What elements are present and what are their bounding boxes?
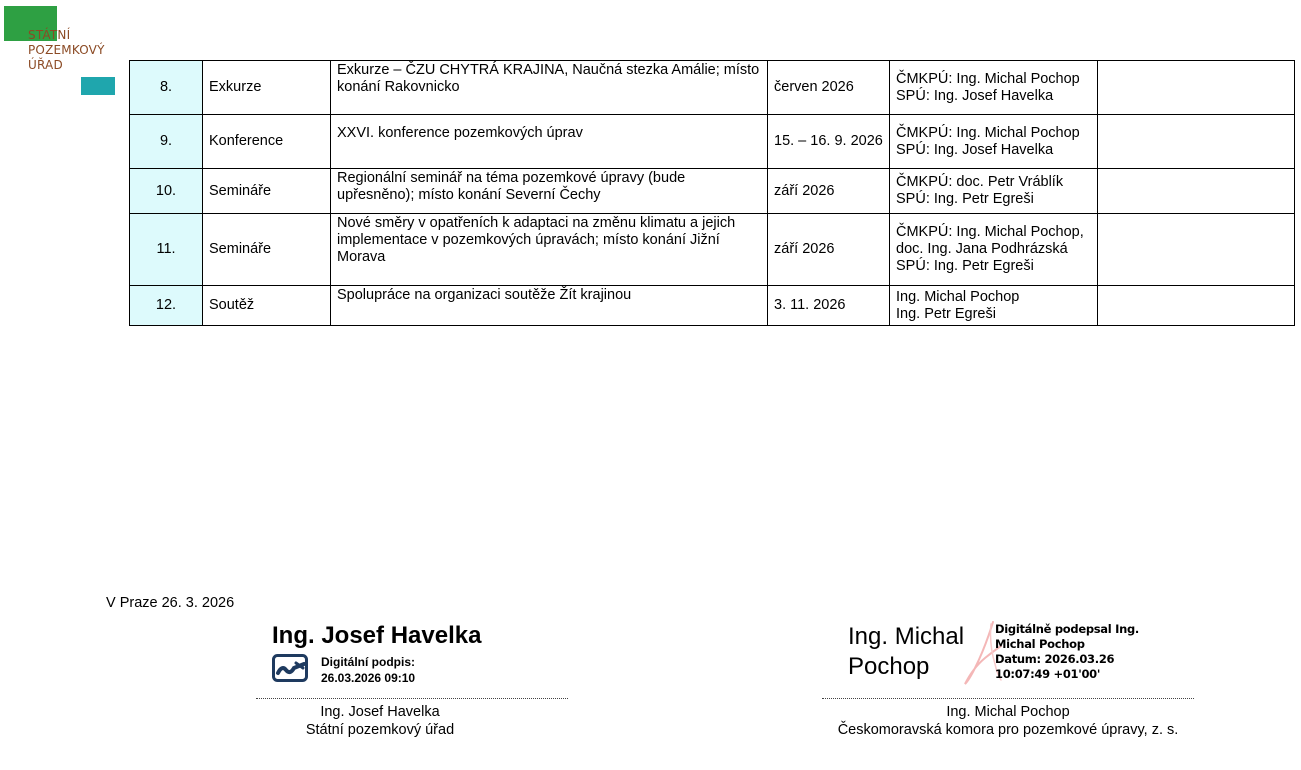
event-type: Semináře xyxy=(203,214,331,286)
row-number: 11. xyxy=(130,214,203,286)
event-responsible xyxy=(890,61,1098,115)
table-row xyxy=(130,61,1295,115)
event-note xyxy=(1098,214,1295,286)
signer-caption-right xyxy=(790,703,1226,739)
event-type: Exkurze xyxy=(203,61,331,115)
responsible-line: ČMKPÚ: doc. Petr Vráblík xyxy=(896,174,1064,190)
events-table xyxy=(129,60,1295,326)
event-description: Regionální seminář na téma pozemkové úpravy (bude upřesněno); místo konání Severní Čechy xyxy=(331,169,768,214)
signature-detail-line: Michal Pochop xyxy=(995,637,1085,651)
event-type: Soutěž xyxy=(203,286,331,326)
event-date: září 2026 xyxy=(768,169,890,214)
event-description: Nové směry v opatřeních k adaptaci na změnu klimatu a jejich implementace v pozemkových úpravách; místo konání Jižní Morava xyxy=(331,214,768,286)
responsible-line: ČMKPÚ: Ing. Michal Pochop xyxy=(896,124,1080,141)
signature-label: Digitální podpis: xyxy=(321,655,415,669)
event-type: Konference xyxy=(203,115,331,169)
table-row xyxy=(130,169,1295,214)
responsible-line: ČMKPÚ: Ing. Michal Pochop, doc. Ing. Jana Podhrázská xyxy=(896,224,1084,257)
event-responsible xyxy=(890,286,1098,326)
event-note xyxy=(1098,286,1295,326)
event-responsible xyxy=(890,115,1098,169)
event-date: červen 2026 xyxy=(768,61,890,115)
signer-caption-name: Ing. Michal Pochop xyxy=(946,704,1070,720)
event-description: Spolupráce na organizaci soutěže Žít krajinou xyxy=(331,286,768,326)
signer-caption-name: Ing. Josef Havelka xyxy=(320,704,440,720)
event-date: září 2026 xyxy=(768,214,890,286)
signature-detail-line: Digitálně podepsal Ing. xyxy=(995,622,1139,636)
responsible-line: SPÚ: Ing. Josef Havelka xyxy=(896,141,1054,158)
table-row xyxy=(130,286,1295,326)
signature-line-left xyxy=(256,698,568,699)
responsible-line: SPÚ: Ing. Petr Egreši xyxy=(896,258,1034,274)
digital-signature-info-left xyxy=(321,654,415,686)
signer-caption-left xyxy=(256,703,504,739)
row-number: 8. xyxy=(130,61,203,115)
row-number: 12. xyxy=(130,286,203,326)
event-responsible xyxy=(890,214,1098,286)
row-number: 9. xyxy=(130,115,203,169)
responsible-line: Ing. Petr Egreši xyxy=(896,305,996,322)
table-row xyxy=(130,115,1295,169)
responsible-line: Ing. Michal Pochop xyxy=(896,288,1020,305)
signature-timestamp: 26.03.2026 09:10 xyxy=(321,671,416,685)
event-note xyxy=(1098,115,1295,169)
digital-signature-icon xyxy=(272,654,308,682)
event-type: Semináře xyxy=(203,169,331,214)
signature-line-right xyxy=(822,698,1194,699)
event-note xyxy=(1098,61,1295,115)
event-description: Exkurze – ČZU CHYTRÁ KRAJINA, Naučná stezka Amálie; místo konání Rakovnicko xyxy=(331,61,768,115)
spu-logo xyxy=(4,6,119,96)
table-row xyxy=(130,214,1295,286)
responsible-line: SPÚ: Ing. Josef Havelka xyxy=(896,87,1054,104)
signer-name-line: Ing. Michal xyxy=(848,623,965,650)
signature-detail-line: Datum: 2026.03.26 xyxy=(995,652,1115,666)
signer-name-left: Ing. Josef Havelka xyxy=(272,622,482,649)
row-number: 10. xyxy=(130,169,203,214)
logo-line-1: STÁTNÍ xyxy=(28,28,71,42)
responsible-line: ČMKPÚ: Ing. Michal Pochop xyxy=(896,70,1080,87)
signer-caption-org: Českomoravská komora pro pozemkové úpravy, z. s. xyxy=(837,722,1179,738)
event-responsible xyxy=(890,169,1098,214)
signer-name-line: Pochop xyxy=(848,653,930,680)
digital-signature-info-right xyxy=(995,622,1139,682)
responsible-line: SPÚ: Ing. Petr Egreši xyxy=(896,191,1034,207)
signature-detail-line: 10:07:49 +01'00' xyxy=(995,667,1101,681)
event-date: 3. 11. 2026 xyxy=(768,286,890,326)
logo-line-3: ÚŘAD xyxy=(28,58,63,72)
event-description: XXVI. konference pozemkových úprav xyxy=(331,115,768,169)
place-date: V Praze 26. 3. 2026 xyxy=(106,595,235,611)
signer-name-right xyxy=(848,622,964,682)
logo-line-2: POZEMKOVÝ xyxy=(28,43,105,57)
event-date: 15. – 16. 9. 2026 xyxy=(768,115,890,169)
logo-teal-block xyxy=(81,77,115,95)
event-note xyxy=(1098,169,1295,214)
logo-text xyxy=(28,28,105,73)
signer-caption-org: Státní pozemkový úřad xyxy=(305,722,455,738)
